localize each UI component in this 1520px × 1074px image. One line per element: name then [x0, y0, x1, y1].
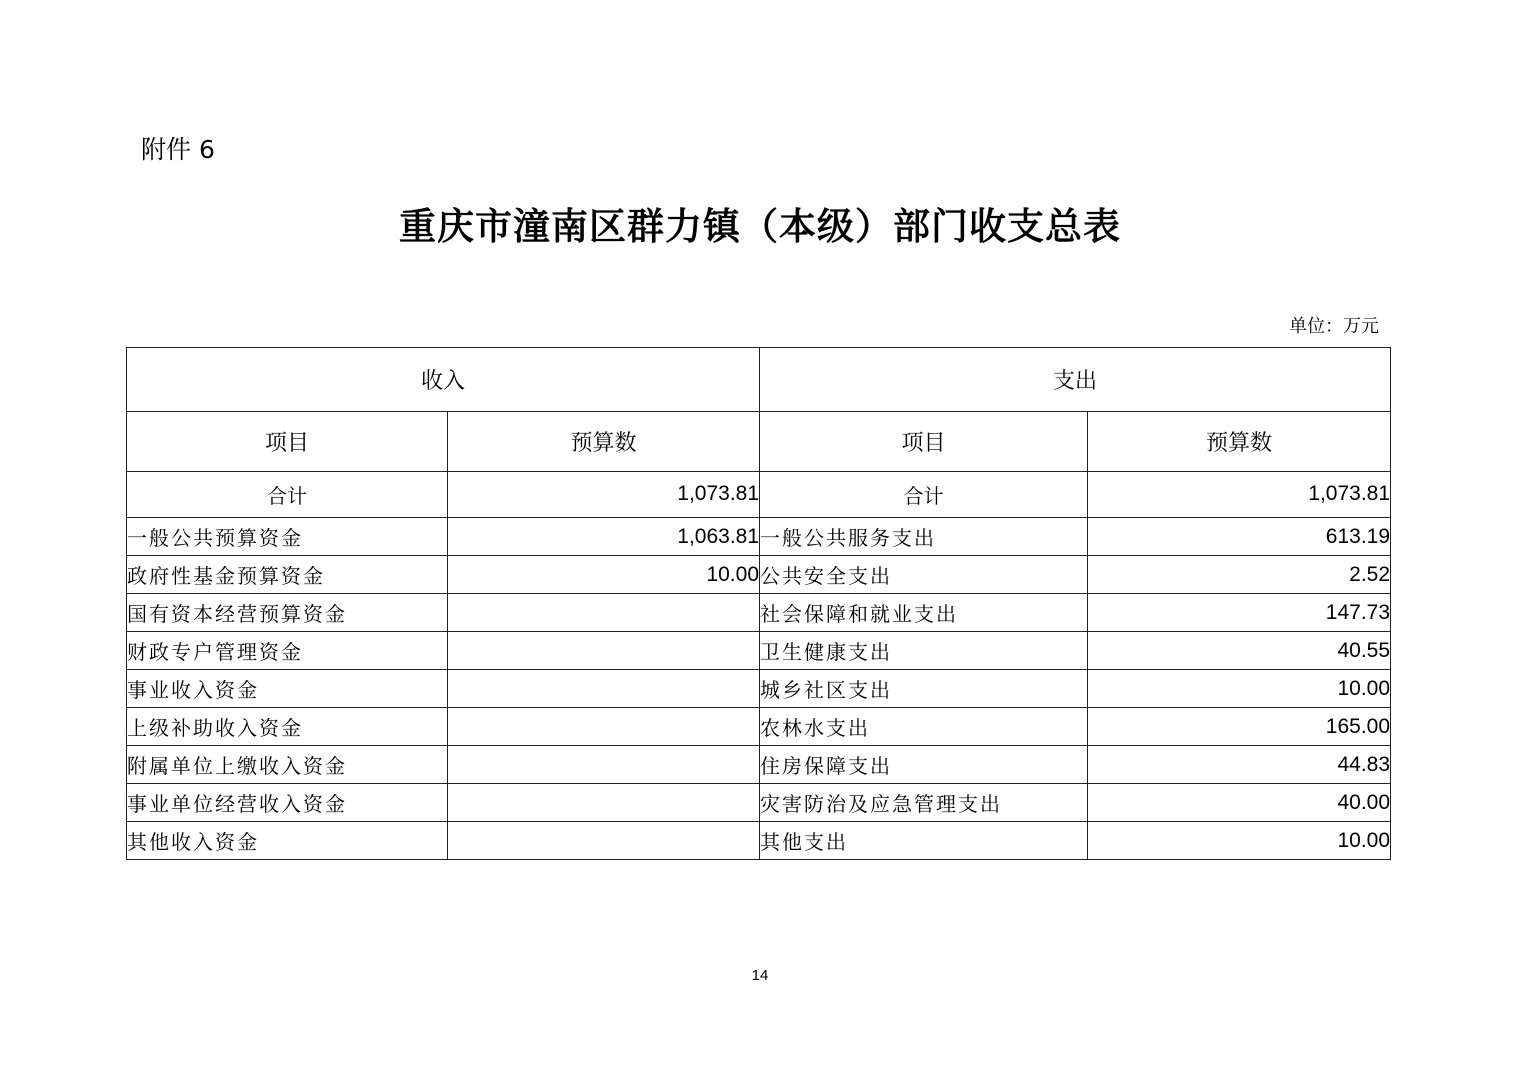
expense-value: 10.00 [1088, 670, 1391, 708]
expense-value: 147.73 [1088, 594, 1391, 632]
table-group-header-row [127, 348, 1391, 412]
expense-value: 2.52 [1088, 556, 1391, 594]
expense-value: 613.19 [1088, 518, 1391, 556]
income-item: 政府性基金预算资金 [127, 556, 448, 594]
income-item: 一般公共预算资金 [127, 518, 448, 556]
expense-item: 公共安全支出 [760, 556, 1088, 594]
income-item-column-header: 项目 [127, 412, 448, 472]
table-row [127, 632, 1391, 670]
table-row [127, 784, 1391, 822]
table-row [127, 746, 1391, 784]
unit-label: 单位：万元 [1289, 316, 1379, 337]
expense-item: 城乡社区支出 [760, 670, 1088, 708]
table-row [127, 822, 1391, 860]
table-column-header-row [127, 412, 1391, 472]
expense-total-value: 1,073.81 [1088, 472, 1391, 518]
income-item: 事业收入资金 [127, 670, 448, 708]
budget-summary-table [126, 347, 1391, 860]
expense-item: 住房保障支出 [760, 746, 1088, 784]
income-item: 国有资本经营预算资金 [127, 594, 448, 632]
income-value [448, 746, 760, 784]
income-item: 其他收入资金 [127, 822, 448, 860]
table-row [127, 708, 1391, 746]
income-item: 上级补助收入资金 [127, 708, 448, 746]
expense-value: 40.55 [1088, 632, 1391, 670]
expense-value: 10.00 [1088, 822, 1391, 860]
table-row [127, 670, 1391, 708]
expense-item-column-header: 项目 [760, 412, 1088, 472]
income-item: 事业单位经营收入资金 [127, 784, 448, 822]
expense-item: 其他支出 [760, 822, 1088, 860]
income-value [448, 784, 760, 822]
expense-item: 农林水支出 [760, 708, 1088, 746]
income-value [448, 670, 760, 708]
table-row [127, 594, 1391, 632]
expense-value: 165.00 [1088, 708, 1391, 746]
expense-item: 灾害防治及应急管理支出 [760, 784, 1088, 822]
expense-item: 社会保障和就业支出 [760, 594, 1088, 632]
income-header: 收入 [127, 348, 760, 412]
expense-budget-column-header: 预算数 [1088, 412, 1391, 472]
income-value: 10.00 [448, 556, 760, 594]
income-budget-column-header: 预算数 [448, 412, 760, 472]
page-title: 重庆市潼南区群力镇（本级）部门收支总表 [399, 204, 1121, 248]
expense-value: 40.00 [1088, 784, 1391, 822]
income-value [448, 708, 760, 746]
expense-header: 支出 [760, 348, 1391, 412]
income-total-value: 1,073.81 [448, 472, 760, 518]
income-item: 财政专户管理资金 [127, 632, 448, 670]
income-value: 1,063.81 [448, 518, 760, 556]
page-number: 14 [751, 967, 769, 984]
income-item: 附属单位上缴收入资金 [127, 746, 448, 784]
income-value [448, 594, 760, 632]
attachment-label: 附件 6 [141, 135, 215, 164]
total-row [127, 472, 1391, 518]
expense-item: 卫生健康支出 [760, 632, 1088, 670]
expense-total-label: 合计 [760, 472, 1088, 518]
income-total-label: 合计 [127, 472, 448, 518]
table-row [127, 518, 1391, 556]
expense-item: 一般公共服务支出 [760, 518, 1088, 556]
table-row [127, 556, 1391, 594]
expense-value: 44.83 [1088, 746, 1391, 784]
income-value [448, 822, 760, 860]
income-value [448, 632, 760, 670]
